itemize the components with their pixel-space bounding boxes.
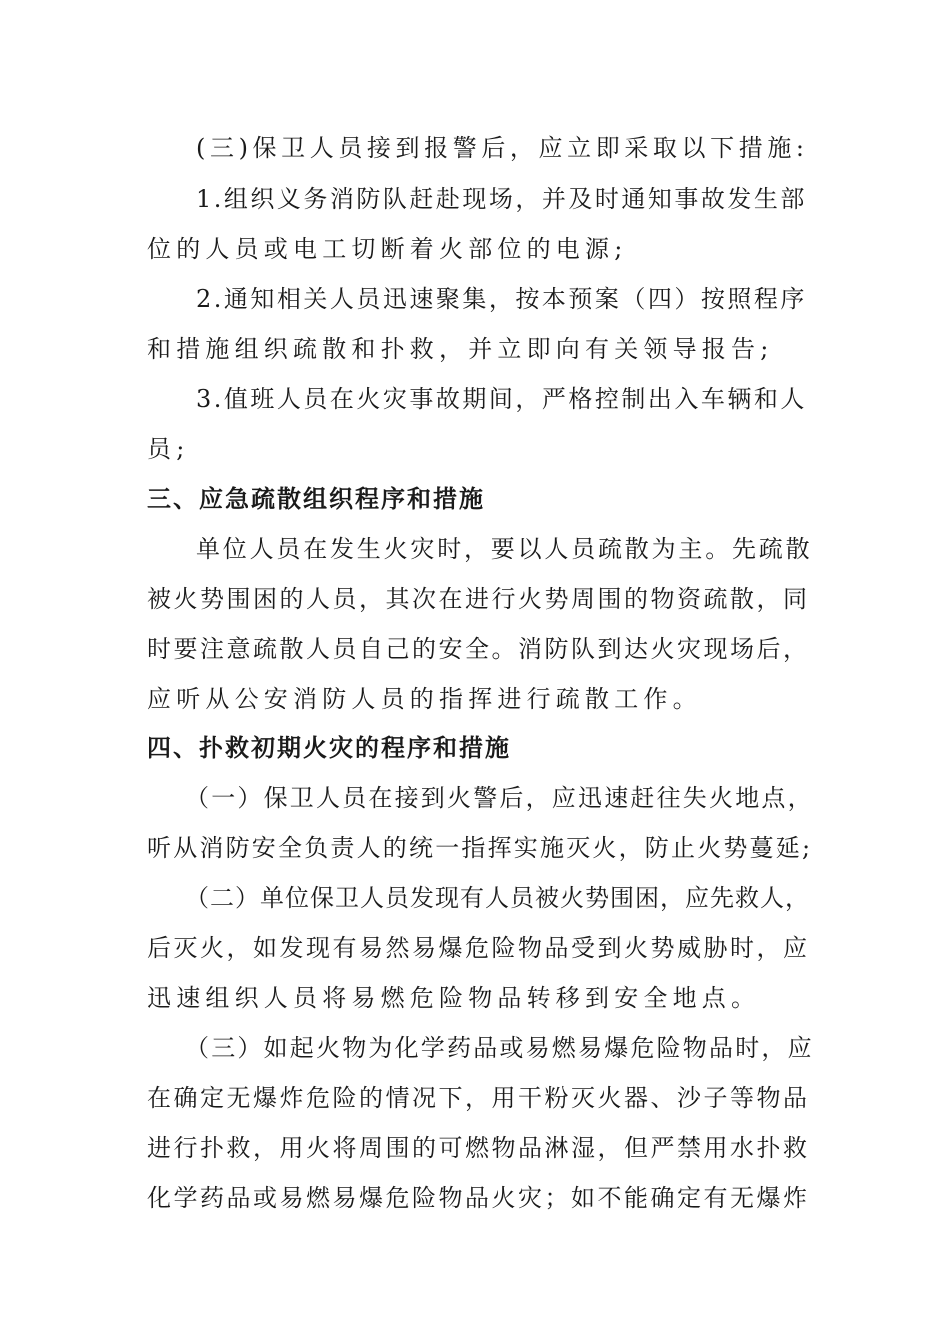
list-item-line: 进行扑救，用火将周围的可燃物品淋湿，但严禁用水扑救 <box>147 1134 810 1162</box>
list-item-line: 迅速组织人员将易燃危险物品转移到安全地点。 <box>147 984 761 1012</box>
paragraph-line: 被火势围困的人员，其次在进行火势周围的物资疏散，同 <box>147 585 810 613</box>
list-item-line: （二）单位保卫人员发现有人员被火势围困，应先救人， <box>185 884 810 912</box>
list-item-line: （三）如起火物为化学药品或易燃易爆危险物品时，应 <box>185 1034 814 1062</box>
paragraph-line: 单位人员在发生火灾时，要以人员疏散为主。先疏散 <box>196 535 813 563</box>
list-item-line: 2.通知相关人员迅速聚集，按本预案（四）按照程序 <box>196 285 807 313</box>
list-item-line: 和措施组织疏散和扑救，并立即向有关领导报告; <box>147 335 774 363</box>
section-heading: 四、扑救初期火灾的程序和措施 <box>147 734 511 762</box>
list-item-line: 3.值班人员在火灾事故期间，严格控制出入车辆和人 <box>196 385 807 413</box>
list-item-line: 位的人员或电工切断着火部位的电源; <box>147 235 628 263</box>
list-item-line: 听从消防安全负责人的统一指挥实施灭火，防止火势蔓延; <box>147 834 813 862</box>
paragraph-line: 应听从公安消防人员的指挥进行疏散工作。 <box>147 685 702 713</box>
paragraph-line: 时要注意疏散人员自己的安全。消防队到达火灾现场后， <box>147 635 810 663</box>
list-item-line: 1.组织义务消防队赶赴现场，并及时通知事故发生部 <box>196 185 807 213</box>
list-item-line: 化学药品或易燃易爆危险物品火灾；如不能确定有无爆炸 <box>147 1184 810 1212</box>
list-item-line: （一）保卫人员在接到火警后，应迅速赶往失火地点， <box>185 784 814 812</box>
section-heading: 三、应急疏散组织程序和措施 <box>147 485 485 513</box>
list-item-line: 在确定无爆炸危险的情况下，用干粉灭火器、沙子等物品 <box>147 1084 810 1112</box>
list-item-line: 后灭火，如发现有易然易爆危险物品受到火势威胁时，应 <box>147 934 810 962</box>
paragraph-line: (三)保卫人员接到报警后，应立即采取以下措施: <box>196 134 809 162</box>
list-item-line: 员; <box>147 435 190 463</box>
